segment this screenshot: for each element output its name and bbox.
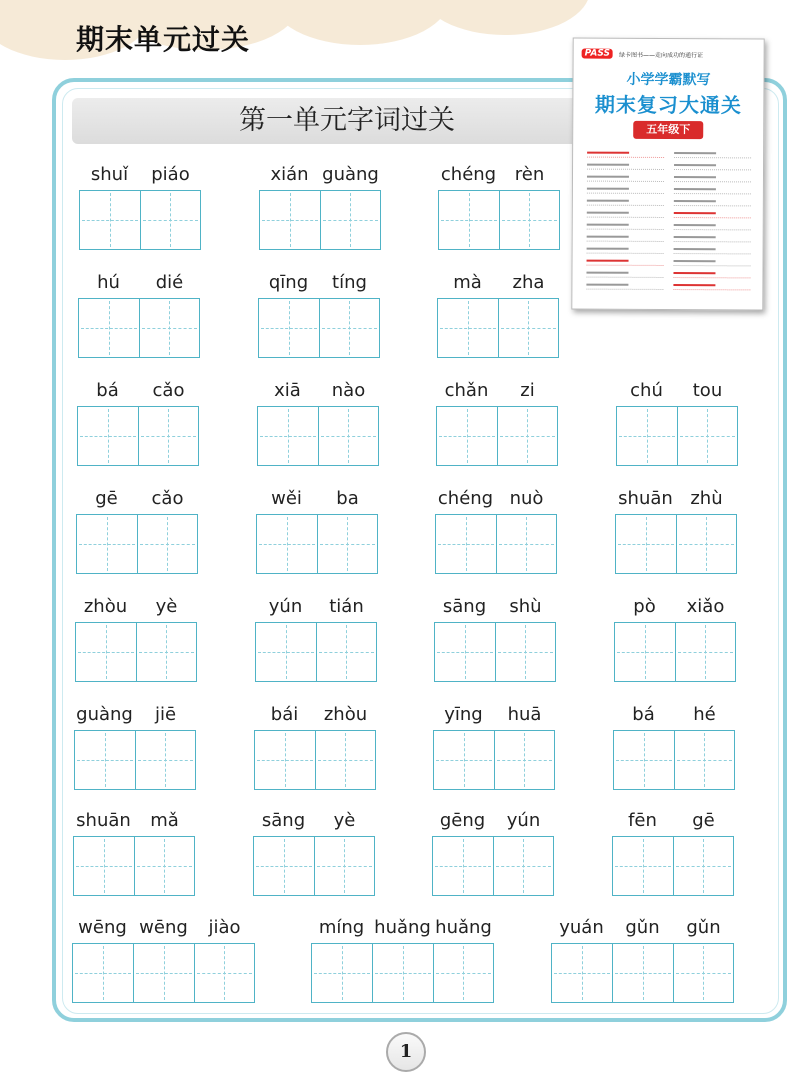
writing-grid bbox=[253, 836, 375, 896]
writing-grid bbox=[435, 514, 557, 574]
pinyin-syllable: shuǐ bbox=[90, 164, 129, 185]
pinyin-syllable: gē bbox=[95, 488, 118, 509]
pinyin-syllable: chǎn bbox=[444, 380, 489, 401]
pinyin-syllable: cǎo bbox=[152, 380, 185, 401]
writing-grid bbox=[255, 622, 377, 682]
pinyin-syllable: bá bbox=[96, 380, 119, 401]
pinyin-row bbox=[257, 378, 379, 404]
writing-cell[interactable] bbox=[616, 515, 676, 573]
writing-grid bbox=[311, 943, 494, 1003]
writing-grid bbox=[613, 730, 735, 790]
pinyin-row bbox=[433, 702, 555, 728]
writing-cell[interactable] bbox=[499, 191, 559, 249]
pinyin-row bbox=[615, 486, 737, 512]
pinyin-syllable: shuān bbox=[76, 810, 131, 831]
writing-cell[interactable] bbox=[433, 837, 493, 895]
book-slogan: 绿卡图书——走向成功的通行证 bbox=[618, 51, 704, 59]
word-item bbox=[612, 808, 734, 898]
word-item bbox=[615, 486, 737, 576]
writing-cell[interactable] bbox=[435, 623, 495, 681]
pinyin-syllable: rèn bbox=[514, 164, 545, 185]
writing-cell[interactable] bbox=[434, 731, 494, 789]
pinyin-row bbox=[255, 594, 377, 620]
writing-cell[interactable] bbox=[614, 731, 674, 789]
writing-cell[interactable] bbox=[673, 837, 733, 895]
writing-cell[interactable] bbox=[255, 731, 315, 789]
pinyin-row bbox=[614, 594, 736, 620]
writing-cell[interactable] bbox=[79, 299, 139, 357]
pinyin-row bbox=[258, 270, 380, 296]
pinyin-row bbox=[435, 486, 557, 512]
pinyin-syllable: gǔn bbox=[625, 917, 660, 938]
word-item bbox=[435, 486, 557, 576]
writing-cell[interactable] bbox=[74, 837, 134, 895]
word-item bbox=[74, 702, 196, 792]
writing-cell[interactable] bbox=[258, 407, 318, 465]
pinyin-syllable: tíng bbox=[332, 272, 367, 293]
pinyin-syllable: huǎng bbox=[374, 917, 431, 938]
writing-grid bbox=[258, 298, 380, 358]
writing-cell[interactable] bbox=[320, 191, 380, 249]
writing-cell[interactable] bbox=[136, 623, 196, 681]
writing-cell[interactable] bbox=[674, 731, 734, 789]
pinyin-syllable: tou bbox=[692, 380, 723, 401]
writing-grid bbox=[612, 836, 734, 896]
writing-cell[interactable] bbox=[318, 407, 378, 465]
word-item bbox=[551, 915, 734, 1005]
pinyin-syllable: chéng bbox=[440, 164, 497, 185]
writing-cell[interactable] bbox=[676, 515, 736, 573]
writing-cell[interactable] bbox=[612, 944, 672, 1002]
book-toc bbox=[586, 149, 751, 290]
writing-grid bbox=[438, 190, 560, 250]
pinyin-row bbox=[254, 702, 376, 728]
pinyin-syllable: chéng bbox=[437, 488, 494, 509]
writing-cell[interactable] bbox=[78, 407, 138, 465]
writing-grid bbox=[551, 943, 734, 1003]
word-item bbox=[77, 378, 199, 468]
pinyin-row bbox=[72, 915, 255, 941]
pinyin-syllable: zha bbox=[512, 272, 545, 293]
writing-cell[interactable] bbox=[254, 837, 314, 895]
writing-grid bbox=[257, 406, 379, 466]
writing-cell[interactable] bbox=[314, 837, 374, 895]
pinyin-row bbox=[73, 808, 195, 834]
pinyin-syllable: wēng bbox=[78, 917, 127, 938]
book-grade-badge: 五年级下 bbox=[633, 121, 703, 139]
word-item bbox=[616, 378, 738, 468]
pinyin-syllable: tián bbox=[329, 596, 364, 617]
writing-cell[interactable] bbox=[133, 944, 193, 1002]
writing-cell[interactable] bbox=[256, 623, 316, 681]
pinyin-syllable: hú bbox=[97, 272, 120, 293]
writing-cell[interactable] bbox=[496, 515, 556, 573]
writing-cell[interactable] bbox=[194, 944, 254, 1002]
writing-cell[interactable] bbox=[135, 731, 195, 789]
word-item bbox=[432, 808, 554, 898]
pinyin-row bbox=[79, 162, 201, 188]
writing-cell[interactable] bbox=[138, 407, 198, 465]
pinyin-syllable: míng bbox=[318, 917, 365, 938]
pinyin-syllable: hé bbox=[693, 704, 716, 725]
pinyin-syllable: zhòu bbox=[323, 704, 368, 725]
page-title: 期末单元过关 bbox=[76, 23, 251, 56]
word-item bbox=[259, 162, 381, 252]
pinyin-syllable: xián bbox=[270, 164, 309, 185]
word-item bbox=[75, 594, 197, 684]
writing-grid bbox=[72, 943, 255, 1003]
pinyin-row bbox=[432, 808, 554, 834]
writing-cell[interactable] bbox=[317, 515, 377, 573]
word-item bbox=[613, 702, 735, 792]
writing-cell[interactable] bbox=[75, 731, 135, 789]
writing-grid bbox=[434, 622, 556, 682]
word-item bbox=[436, 378, 558, 468]
writing-grid bbox=[256, 514, 378, 574]
writing-grid bbox=[259, 190, 381, 250]
word-item bbox=[255, 594, 377, 684]
pinyin-syllable: piáo bbox=[151, 164, 190, 185]
pinyin-syllable: gǔn bbox=[686, 917, 721, 938]
word-item bbox=[73, 808, 195, 898]
writing-grid bbox=[432, 836, 554, 896]
writing-cell[interactable] bbox=[315, 731, 375, 789]
writing-grid bbox=[78, 298, 200, 358]
pinyin-syllable: yè bbox=[333, 810, 356, 831]
writing-cell[interactable] bbox=[552, 944, 612, 1002]
pinyin-row bbox=[438, 162, 560, 188]
writing-cell[interactable] bbox=[495, 623, 555, 681]
pinyin-syllable: xiǎo bbox=[686, 596, 725, 617]
word-item bbox=[434, 594, 556, 684]
word-item bbox=[258, 270, 380, 360]
writing-grid bbox=[75, 622, 197, 682]
writing-cell[interactable] bbox=[439, 191, 499, 249]
pinyin-row bbox=[612, 808, 734, 834]
pinyin-syllable: jiào bbox=[208, 917, 241, 938]
pinyin-row bbox=[256, 486, 378, 512]
pinyin-row bbox=[613, 702, 735, 728]
writing-grid bbox=[436, 406, 558, 466]
pinyin-syllable: shuān bbox=[618, 488, 673, 509]
pinyin-syllable: bái bbox=[270, 704, 299, 725]
section-title: 第一单元字词过关 bbox=[239, 105, 455, 136]
book-title-line2: 期末复习大通关 bbox=[594, 92, 742, 118]
writing-cell[interactable] bbox=[77, 515, 137, 573]
writing-cell[interactable] bbox=[437, 407, 497, 465]
pinyin-syllable: dié bbox=[155, 272, 184, 293]
pinyin-row bbox=[259, 162, 381, 188]
word-item bbox=[437, 270, 559, 360]
writing-grid bbox=[77, 406, 199, 466]
toc-column-left bbox=[586, 149, 664, 289]
pinyin-syllable: nào bbox=[331, 380, 366, 401]
pinyin-row bbox=[311, 915, 494, 941]
pinyin-row bbox=[76, 486, 198, 512]
writing-cell[interactable] bbox=[316, 623, 376, 681]
pinyin-syllable: mǎ bbox=[150, 810, 179, 831]
writing-cell[interactable] bbox=[140, 191, 200, 249]
writing-cell[interactable] bbox=[319, 299, 379, 357]
pinyin-row bbox=[551, 915, 734, 941]
pinyin-row bbox=[78, 270, 200, 296]
word-item bbox=[614, 594, 736, 684]
writing-cell[interactable] bbox=[372, 944, 432, 1002]
writing-cell[interactable] bbox=[80, 191, 140, 249]
pinyin-syllable: zhù bbox=[690, 488, 723, 509]
word-item bbox=[76, 486, 198, 576]
word-item bbox=[79, 162, 201, 252]
writing-cell[interactable] bbox=[497, 407, 557, 465]
pinyin-row bbox=[616, 378, 738, 404]
book-title-line1: 小学学霸默写 bbox=[626, 71, 711, 89]
pinyin-syllable: yīng bbox=[444, 704, 483, 725]
pinyin-syllable: zhòu bbox=[83, 596, 128, 617]
pinyin-syllable: guàng bbox=[322, 164, 379, 185]
section-banner bbox=[72, 98, 592, 144]
writing-grid bbox=[614, 622, 736, 682]
pinyin-syllable: sāng bbox=[442, 596, 487, 617]
writing-cell[interactable] bbox=[673, 944, 733, 1002]
writing-cell[interactable] bbox=[617, 407, 677, 465]
writing-grid bbox=[433, 730, 555, 790]
writing-cell[interactable] bbox=[76, 623, 136, 681]
pinyin-syllable: guàng bbox=[76, 704, 133, 725]
writing-cell[interactable] bbox=[259, 299, 319, 357]
pinyin-syllable: bá bbox=[632, 704, 655, 725]
word-item bbox=[72, 915, 255, 1005]
writing-cell[interactable] bbox=[494, 731, 554, 789]
pinyin-row bbox=[74, 702, 196, 728]
pinyin-syllable: mà bbox=[453, 272, 482, 293]
writing-grid bbox=[437, 298, 559, 358]
pinyin-row bbox=[77, 378, 199, 404]
pinyin-syllable: pò bbox=[633, 596, 656, 617]
pinyin-syllable: wēng bbox=[139, 917, 188, 938]
page-number: 1 bbox=[386, 1032, 426, 1072]
pinyin-row bbox=[434, 594, 556, 620]
pinyin-syllable: ba bbox=[336, 488, 359, 509]
writing-cell[interactable] bbox=[498, 299, 558, 357]
word-item bbox=[257, 378, 379, 468]
pinyin-syllable: huǎng bbox=[435, 917, 492, 938]
pinyin-syllable: chú bbox=[630, 380, 663, 401]
pinyin-syllable: yún bbox=[268, 596, 303, 617]
writing-cell[interactable] bbox=[436, 515, 496, 573]
writing-grid bbox=[76, 514, 198, 574]
pinyin-syllable: nuò bbox=[509, 488, 544, 509]
writing-cell[interactable] bbox=[677, 407, 737, 465]
word-item bbox=[254, 702, 376, 792]
pinyin-syllable: yè bbox=[155, 596, 178, 617]
writing-cell[interactable] bbox=[137, 515, 197, 573]
writing-cell[interactable] bbox=[73, 944, 133, 1002]
writing-cell[interactable] bbox=[139, 299, 199, 357]
word-item bbox=[433, 702, 555, 792]
writing-grid bbox=[73, 836, 195, 896]
writing-grid bbox=[74, 730, 196, 790]
pinyin-syllable: fēn bbox=[628, 810, 657, 831]
writing-cell[interactable] bbox=[433, 944, 493, 1002]
pinyin-row bbox=[437, 270, 559, 296]
writing-cell[interactable] bbox=[134, 837, 194, 895]
pinyin-syllable: gē bbox=[692, 810, 715, 831]
pinyin-syllable: jiē bbox=[154, 704, 177, 725]
writing-cell[interactable] bbox=[613, 837, 673, 895]
pinyin-syllable: huā bbox=[507, 704, 542, 725]
word-item bbox=[253, 808, 375, 898]
writing-cell[interactable] bbox=[615, 623, 675, 681]
pinyin-row bbox=[436, 378, 558, 404]
pinyin-row bbox=[75, 594, 197, 620]
writing-cell[interactable] bbox=[257, 515, 317, 573]
toc-column-right bbox=[673, 149, 751, 289]
writing-grid bbox=[615, 514, 737, 574]
word-item bbox=[438, 162, 560, 252]
pinyin-syllable: xiā bbox=[274, 380, 301, 401]
book-cover-thumbnail bbox=[571, 37, 764, 310]
word-item bbox=[311, 915, 494, 1005]
writing-cell[interactable] bbox=[675, 623, 735, 681]
pinyin-syllable: gēng bbox=[439, 810, 486, 831]
writing-cell[interactable] bbox=[438, 299, 498, 357]
writing-grid bbox=[79, 190, 201, 250]
writing-cell[interactable] bbox=[260, 191, 320, 249]
writing-grid bbox=[254, 730, 376, 790]
pinyin-syllable: yuán bbox=[559, 917, 604, 938]
pinyin-syllable: yún bbox=[506, 810, 541, 831]
pinyin-syllable: sāng bbox=[261, 810, 306, 831]
pinyin-syllable: wěi bbox=[271, 488, 302, 509]
book-publisher bbox=[572, 301, 762, 302]
pinyin-syllable: cǎo bbox=[151, 488, 184, 509]
word-item bbox=[78, 270, 200, 360]
pinyin-syllable: shù bbox=[509, 596, 542, 617]
word-item bbox=[256, 486, 378, 576]
pinyin-row bbox=[253, 808, 375, 834]
writing-grid bbox=[616, 406, 738, 466]
writing-cell[interactable] bbox=[493, 837, 553, 895]
writing-cell[interactable] bbox=[312, 944, 372, 1002]
pinyin-syllable: zi bbox=[520, 380, 535, 401]
publisher-logo: PASS bbox=[582, 49, 613, 59]
pinyin-syllable: qīng bbox=[268, 272, 309, 293]
